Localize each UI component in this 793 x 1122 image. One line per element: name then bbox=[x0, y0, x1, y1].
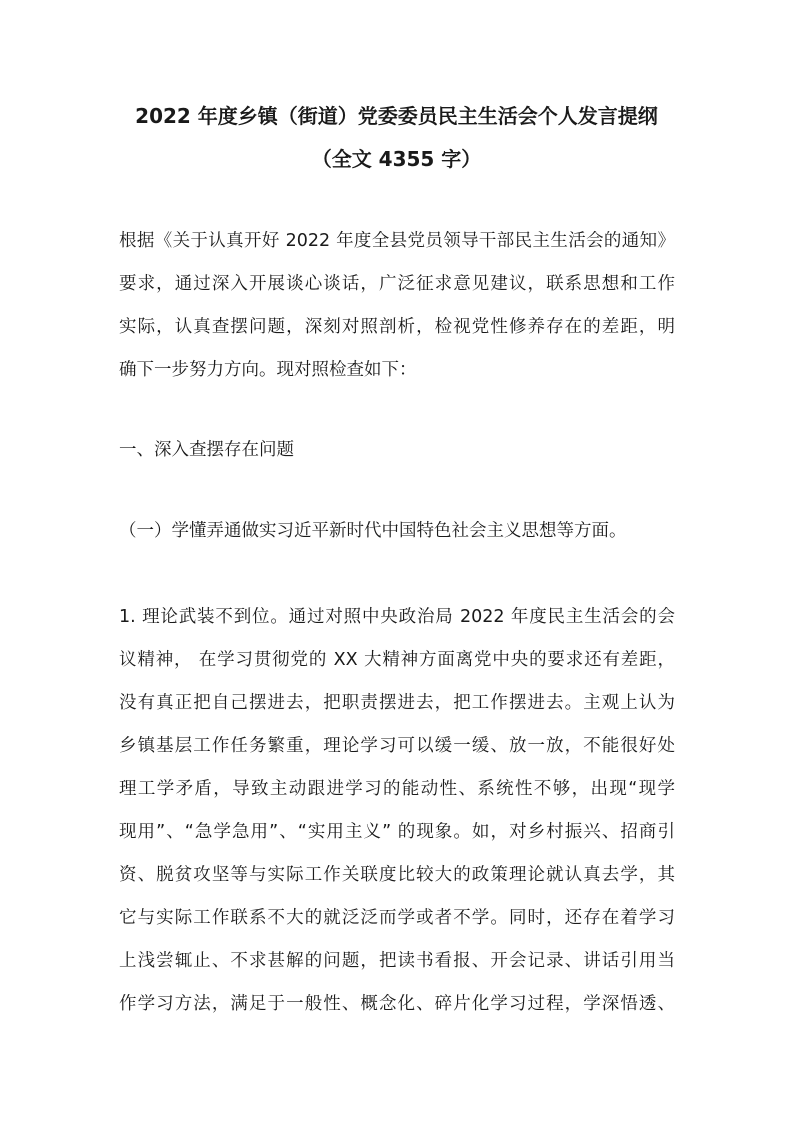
paragraph-line: 作学习方法，满足于一般性、概念化、碎片化学习过程，学深悟透、 bbox=[119, 994, 675, 1014]
paragraph-line: 它与实际工作联系不大的就泛泛而学或者不学。同时，还存在着学习 bbox=[119, 908, 675, 928]
paragraph-line: 现用”、“急学急用”、“实用主义” 的现象。如，对乡村振兴、招商引 bbox=[119, 822, 675, 842]
paragraph-line: 乡镇基层工作任务繁重，理论学习可以缓一缓、放一放，不能很好处 bbox=[119, 736, 675, 756]
paragraph-line: 议精神， 在学习贯彻党的 XX 大精神方面离党中央的要求还有差距， bbox=[119, 650, 675, 670]
paragraph-line: 资、脱贫攻坚等与实际工作关联度比较大的政策理论就认真去学，其 bbox=[119, 865, 675, 885]
paragraph-line: 理工学矛盾，导致主动跟进学习的能动性、系统性不够，出现“现学 bbox=[119, 779, 675, 799]
intro-line: 要求，通过深入开展谈心谈话，广泛征求意见建议，联系思想和工作 bbox=[119, 274, 675, 294]
document-title: 2022 年度乡镇（街道）党委委员民主生活会个人发言提纲 bbox=[135, 104, 658, 128]
paragraph-line: 1. 理论武装不到位。通过对照中央政治局 2022 年度民主生活会的会 bbox=[119, 607, 675, 627]
paragraph-line: 上浅尝辄止、不求甚解的问题，把读书看报、开会记录、讲话引用当 bbox=[119, 951, 675, 971]
document-subtitle: （全文 4355 字） bbox=[311, 147, 482, 171]
section-heading: 一、深入查摆存在问题 bbox=[119, 440, 294, 460]
intro-line: 实际，认真查摆问题，深刻对照剖析，检视党性修养存在的差距，明 bbox=[119, 317, 675, 337]
subsection-heading: （一）学懂弄通做实习近平新时代中国特色社会主义思想等方面。 bbox=[119, 521, 627, 541]
intro-line: 确下一步努力方向。现对照检查如下： bbox=[119, 360, 417, 380]
intro-line: 根据《关于认真开好 2022 年度全县党员领导干部民主生活会的通知》 bbox=[119, 231, 675, 251]
paragraph-line: 没有真正把自己摆进去，把职责摆进去，把工作摆进去。主观上认为 bbox=[119, 693, 675, 713]
